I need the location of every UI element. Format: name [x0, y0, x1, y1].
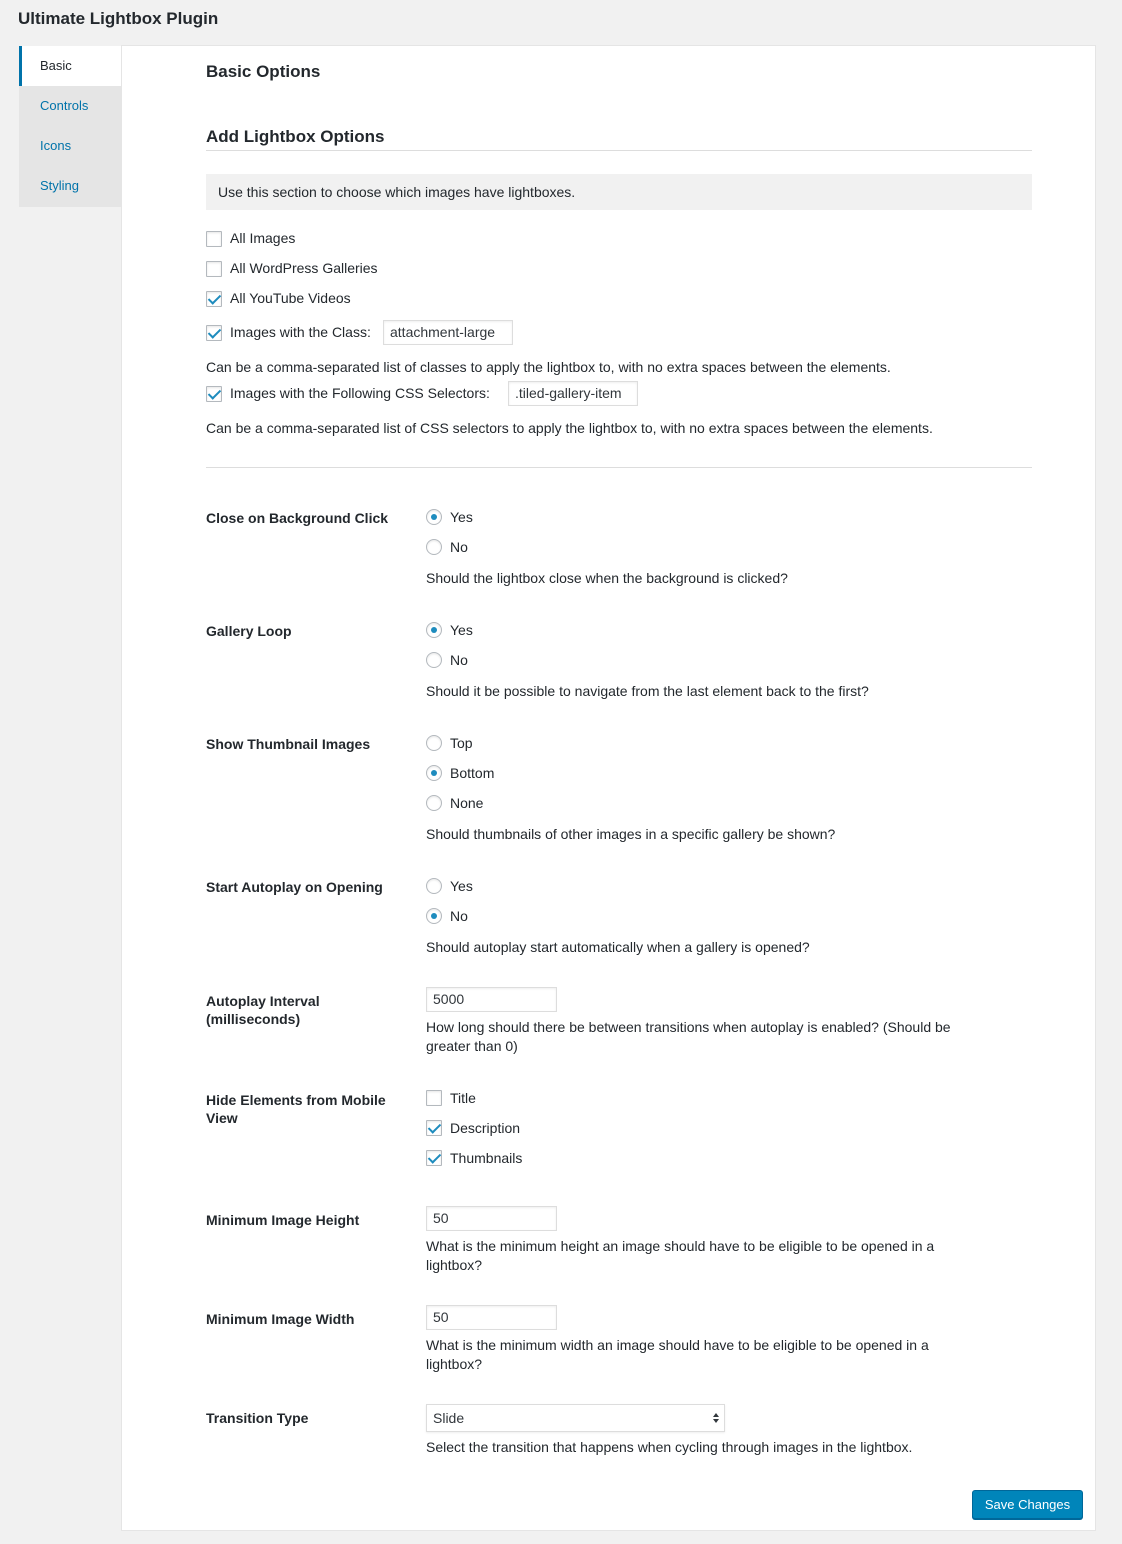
hide-title-checkbox[interactable]	[426, 1090, 442, 1106]
autoplay-interval-description	[426, 1018, 1026, 1056]
css-selectors-input[interactable]: .tiled-gallery-item	[508, 381, 638, 406]
sidebar	[19, 46, 121, 207]
autoplay-interval-label	[206, 992, 401, 1028]
sidebar-item-styling[interactable]: Styling	[40, 178, 80, 193]
thumbnails-none-radio[interactable]	[426, 795, 442, 811]
transition-type-label: Transition Type	[206, 1410, 309, 1426]
class-input[interactable]: attachment-large	[383, 320, 513, 345]
all-youtube-checkbox[interactable]	[206, 291, 222, 307]
thumbnails-top-radio[interactable]	[426, 735, 442, 751]
sidebar-item-controls[interactable]: Controls	[40, 98, 89, 113]
close-bg-yes-radio[interactable]	[426, 509, 442, 525]
gallery-loop-description: Should it be possible to navigate from the last element back to the first?	[426, 683, 869, 699]
gallery-loop-no-radio[interactable]	[426, 652, 442, 668]
class-description: Can be a comma-separated list of classes to apply the lightbox to, with no extra spaces between the elements.	[206, 359, 891, 375]
autoplay-yes-radio[interactable]	[426, 878, 442, 894]
section-notice: Use this section to choose which images have lightboxes.	[206, 174, 1032, 210]
thumbnails-bottom-radio[interactable]	[426, 765, 442, 781]
thumbnails-none-label: None	[450, 795, 484, 811]
settings-panel	[121, 45, 1096, 1531]
min-height-label: Minimum Image Height	[206, 1212, 360, 1228]
selectors-description: Can be a comma-separated list of CSS selectors to apply the lightbox to, with no extra spaces between the elements.	[206, 420, 933, 436]
page-title: Ultimate Lightbox Plugin	[18, 9, 219, 28]
save-changes-button[interactable]: Save Changes	[972, 1490, 1083, 1519]
close-bg-yes-label: Yes	[450, 509, 473, 525]
hide-title-label: Title	[450, 1090, 476, 1106]
autoplay-interval-description-line1: How long should there be between transitions when autoplay is enabled? (Should be	[426, 1019, 951, 1035]
hide-thumbnails-checkbox[interactable]	[426, 1150, 442, 1166]
autoplay-yes-label: Yes	[450, 878, 473, 894]
gallery-loop-label: Gallery Loop	[206, 623, 292, 639]
min-width-input[interactable]: 50	[426, 1305, 557, 1330]
autoplay-interval-label-line2: (milliseconds)	[206, 1011, 301, 1027]
gallery-loop-yes-radio[interactable]	[426, 622, 442, 638]
min-height-input[interactable]: 50	[426, 1206, 557, 1231]
sidebar-item-basic[interactable]: Basic	[19, 46, 121, 86]
gallery-loop-yes-label: Yes	[450, 622, 473, 638]
section-heading: Add Lightbox Options	[206, 127, 385, 146]
divider	[206, 467, 1032, 468]
autoplay-description: Should autoplay start automatically when a gallery is opened?	[426, 939, 810, 955]
thumbnails-description: Should thumbnails of other images in a specific gallery be shown?	[426, 826, 836, 842]
transition-type-select[interactable]	[426, 1404, 725, 1432]
all-images-label: All Images	[230, 230, 296, 246]
all-galleries-label: All WordPress Galleries	[230, 260, 378, 276]
hide-description-label: Description	[450, 1120, 521, 1136]
transition-type-value: Slide	[433, 1410, 465, 1426]
autoplay-interval-description-line2: greater than 0)	[426, 1038, 518, 1054]
hide-description-checkbox[interactable]	[426, 1120, 442, 1136]
hide-thumbnails-label: Thumbnails	[450, 1150, 523, 1166]
css-selectors-checkbox[interactable]	[206, 386, 222, 402]
autoplay-interval-input[interactable]: 5000	[426, 987, 557, 1012]
hide-mobile-label-line1: Hide Elements from Mobile	[206, 1092, 386, 1108]
autoplay-no-label: No	[450, 908, 468, 924]
autoplay-label: Start Autoplay on Opening	[206, 879, 383, 895]
min-height-description	[426, 1237, 1026, 1275]
hide-mobile-label	[206, 1091, 401, 1127]
autoplay-no-radio[interactable]	[426, 908, 442, 924]
autoplay-interval-label-line1: Autoplay Interval	[206, 993, 320, 1009]
divider	[206, 150, 1032, 151]
images-with-class-checkbox[interactable]	[206, 325, 222, 341]
page-heading: Basic Options	[206, 62, 321, 81]
all-galleries-checkbox[interactable]	[206, 261, 222, 277]
all-youtube-label: All YouTube Videos	[230, 290, 351, 306]
css-selectors-label: Images with the Following CSS Selectors:	[230, 385, 490, 401]
close-bg-no-label: No	[450, 539, 468, 555]
close-bg-label: Close on Background Click	[206, 510, 389, 526]
min-width-description-line2: lightbox?	[426, 1356, 483, 1372]
min-height-description-line1: What is the minimum height an image should have to be eligible to be opened in a	[426, 1238, 935, 1254]
min-width-description	[426, 1336, 1026, 1374]
close-bg-no-radio[interactable]	[426, 539, 442, 555]
select-arrows-icon	[712, 1411, 720, 1425]
hide-mobile-label-line2: View	[206, 1110, 238, 1126]
all-images-checkbox[interactable]	[206, 231, 222, 247]
gallery-loop-no-label: No	[450, 652, 468, 668]
sidebar-item-icons[interactable]: Icons	[40, 138, 72, 153]
transition-type-description: Select the transition that happens when cycling through images in the lightbox.	[426, 1439, 913, 1455]
thumbnails-top-label: Top	[450, 735, 473, 751]
images-with-class-label: Images with the Class:	[230, 324, 371, 340]
thumbnails-label: Show Thumbnail Images	[206, 736, 371, 752]
close-bg-description: Should the lightbox close when the background is clicked?	[426, 570, 788, 586]
min-width-label: Minimum Image Width	[206, 1311, 355, 1327]
min-width-description-line1: What is the minimum width an image should have to be eligible to be opened in a	[426, 1337, 929, 1353]
min-height-description-line2: lightbox?	[426, 1257, 483, 1273]
thumbnails-bottom-label: Bottom	[450, 765, 495, 781]
